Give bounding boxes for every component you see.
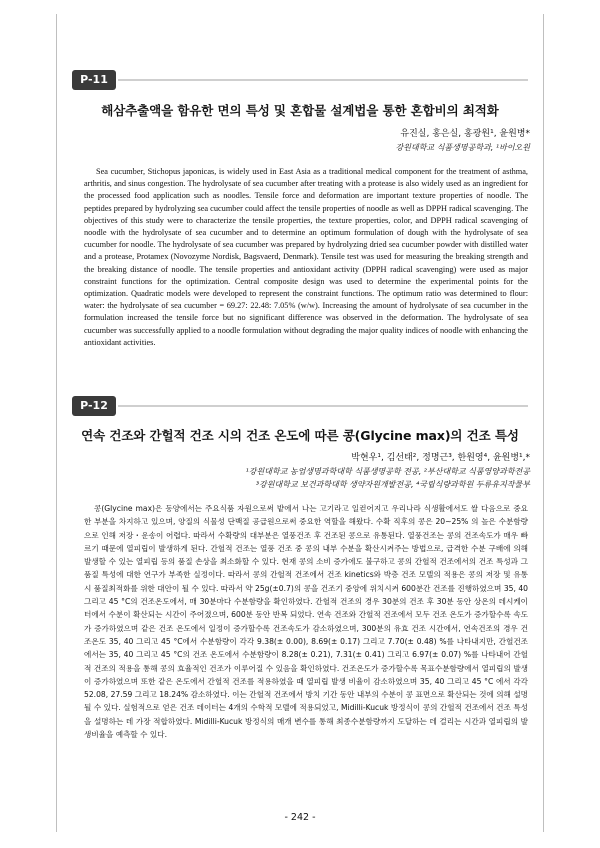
entry-badge: P-12 [72, 396, 116, 416]
page-number: - 242 - [284, 812, 316, 823]
entry-affiliation: 강원대학교 식품생명공학과, ¹바이오원 [395, 143, 530, 152]
entry-authors: 박현우¹, 김선태², 정명근³, 한원영⁴, 윤원병¹,* [351, 453, 530, 463]
entry-badge-row [72, 396, 528, 416]
abstract-text: Sea cucumber, Stichopus japonicas, is widely used in East Asia as a traditional medical component for the treatment of asthma, arthritis, and sinus congestion. The hydrolysate of sea cucumber after treating with a protease is also widely used as an ingredient for the processed food application such as noodles. Tensile force and deformation are important texture properties of noodle. The peptides prepared by hydrolyzing sea cucumber could affect the tensile properties of noodle as well as DPPH radical scavenging. The objectives of this study were to characterize the tensile properties, the texture properties, color, and DPPH radical scavenging of noodle with the hydrolysate of sea cucumber and to determine an optimum formulation of dough with the hydrolysate of sea cucumber for noodle. The hydrolysate of sea cucumber was prepared by hydrolyzing dried sea cucumber powder with distilled water and a protease, Protamex (Novozyme Nordisk, Bagsvaerd, Denmark). Tensile test was used for measuring the breaking strength and the breaking distance of noodle. The tensile properties and antioxidant activity (DPPH radical scavenging) were used as major constraint functions for the optimization. Central composite design was used to determine the experimental points for the optimization. Quadratic models were developed to represent the constraint functions. The optimum ratio was determined to flour: water: the hydrolysate of sea cucumber = 69.27: 22.48: 7.05% (w/w). Increasing the amount of hydrolysate of sea cucumber in the formulation increased the tensile force but no significant difference was observed in the deformation. The hydrolysate of sea cucumber was successfully applied to a noodle formulation without degrading the major quality indices of noodle with enhancing the antioxidant activities. [84, 167, 528, 347]
divider [118, 405, 528, 407]
entry-affiliation: ³강원대학교 보건과학대학 생약자원개발전공, ⁴국립식량과학원 두류유지작물부 [255, 480, 530, 489]
abstract-text: 콩(Glycine max)은 동양에서는 주요식품 자원으로써 밭에서 나는 고기라고 일컫어지고 우리나라 식생활에서도 쌀 다음으로 중요한 부분을 차지하고 있으며, 양질의 식물성 단백질 공급원으로써 중요한 역할을 해왔다. 수확 직후의 콩은 20~25% 의 높은 수분함량으로 인해 저장・운송이 어렵다. 따라서 수확량의 대부분은 열풍건조 후 건조된 콩으로 유통된다. 열풍건조는 콩의 건조속도가 매우 빠르기 때문에 열피립이 발생하게 된다. 간헐적 건조는 열풍 건조 중 콩의 내부 수분을 확산시켜주는 방법으로, 급격한 수분 구배에 의해 발생할 수 있는 열피립 등의 품질 손상을 최소화할 수 있다. 현재 콩의 소비 증가에도 불구하고 콩의 간헐적 건조에서의 건조 특성과 그 품질 특성에 대한 연구가 부족한 실정이다. 따라서 콩의 간헐적 건조에서 건조 kinetics와 박층 건조 모델의 적용은 콩의 저장 및 유통 시 품질최적화를 위한 대안이 될 수 있다. 따라서 약 25g(±0.7)의 콩을 건조기 중앙에 위치시켜 600분간 건조를 진행하였으며 35, 40 그리고 45 °C의 건조온도에서, 매 30분마다 수분함량을 확인하였다. 간헐적 건조의 경우 30분의 건조 후 30분 동안 상온의 데시케이터에서 수분이 확산되는 시간이 주어졌으며, 600분 동안 반복 되었다. 연속 건조와 간헐적 건조에서 모두 건조 온도가 증가할수록 속도가 증가하였으며 같은 건조 온도에서 일정이 증가할수록 건조속도가 감소하였으며, 300분의 유효 건조 시간에서, 연속건조의 경우 건조온도 35, 40 그리고 45 °C에서 수분함량이 각각 9.38(± 0.00), 8.69(± 0.17) 그리고 7.70(± 0.48) %를 나타내지만, 간헐건조에서는 35, 40 그리고 45 °C의 건조 온도에서 수분함량이 8.28(± 0.21), 7.31(± 0.41) 그리고 6.97(± 0.07) %를 나타내어 간헐적 건조의 적용을 통해 콩의 효율적인 건조가 이루어질 수 있음을 확인하였다. 건조온도가 증가할수록 목표수분함량에서 열피립의 발생이 증가하였으며 또한 같은 온도에서 간헐적 건조를 적용하였을 때 열피립 발생 비율이 감소하였으며 35, 40 그리고 45 °C 에서 각각 52.08, 27.59 그리고 18.24% 감소하였다. 이는 간헐적 건조에서 방치 기간 동안 내부의 수분이 콩 표면으로 확산되는 것에 의해 설명될 수 있다. 실험적으로 얻은 건조 데이터는 4개의 수학적 모델에 적용되었고, Midilli-Kucuk 방정식이 콩의 간헐적 건조에서 건조 특성을 설명하는 데 가장 적합하였다. Midilli-Kucuk 방정식의 매개 변수를 통해 최종수분함량까지 도달하는 데 걸리는 시간과 열피립의 발생비율을 예측할 수 있다. [84, 504, 528, 740]
entry-abstract [84, 166, 528, 349]
entry-abstract [84, 502, 528, 741]
divider [118, 79, 528, 81]
entry-title: 연속 건조와 간헐적 건조 시의 건조 온도에 따른 콩(Glycine max)의 건조 특성 [81, 428, 519, 443]
entry-badge-row [72, 70, 528, 90]
entry-affiliation: ¹강원대학교 농업생명과학대학 식품생명공학 전공, ²부산대학교 식품영양과학전공 [245, 467, 530, 476]
entry-badge: P-11 [72, 70, 116, 90]
entry-title: 해삼추출액을 함유한 면의 특성 및 혼합물 설계법을 통한 혼합비의 최적화 [101, 103, 499, 118]
entry-authors: 유진실, 홍은실, 홍광원¹, 윤원병* [400, 129, 530, 139]
